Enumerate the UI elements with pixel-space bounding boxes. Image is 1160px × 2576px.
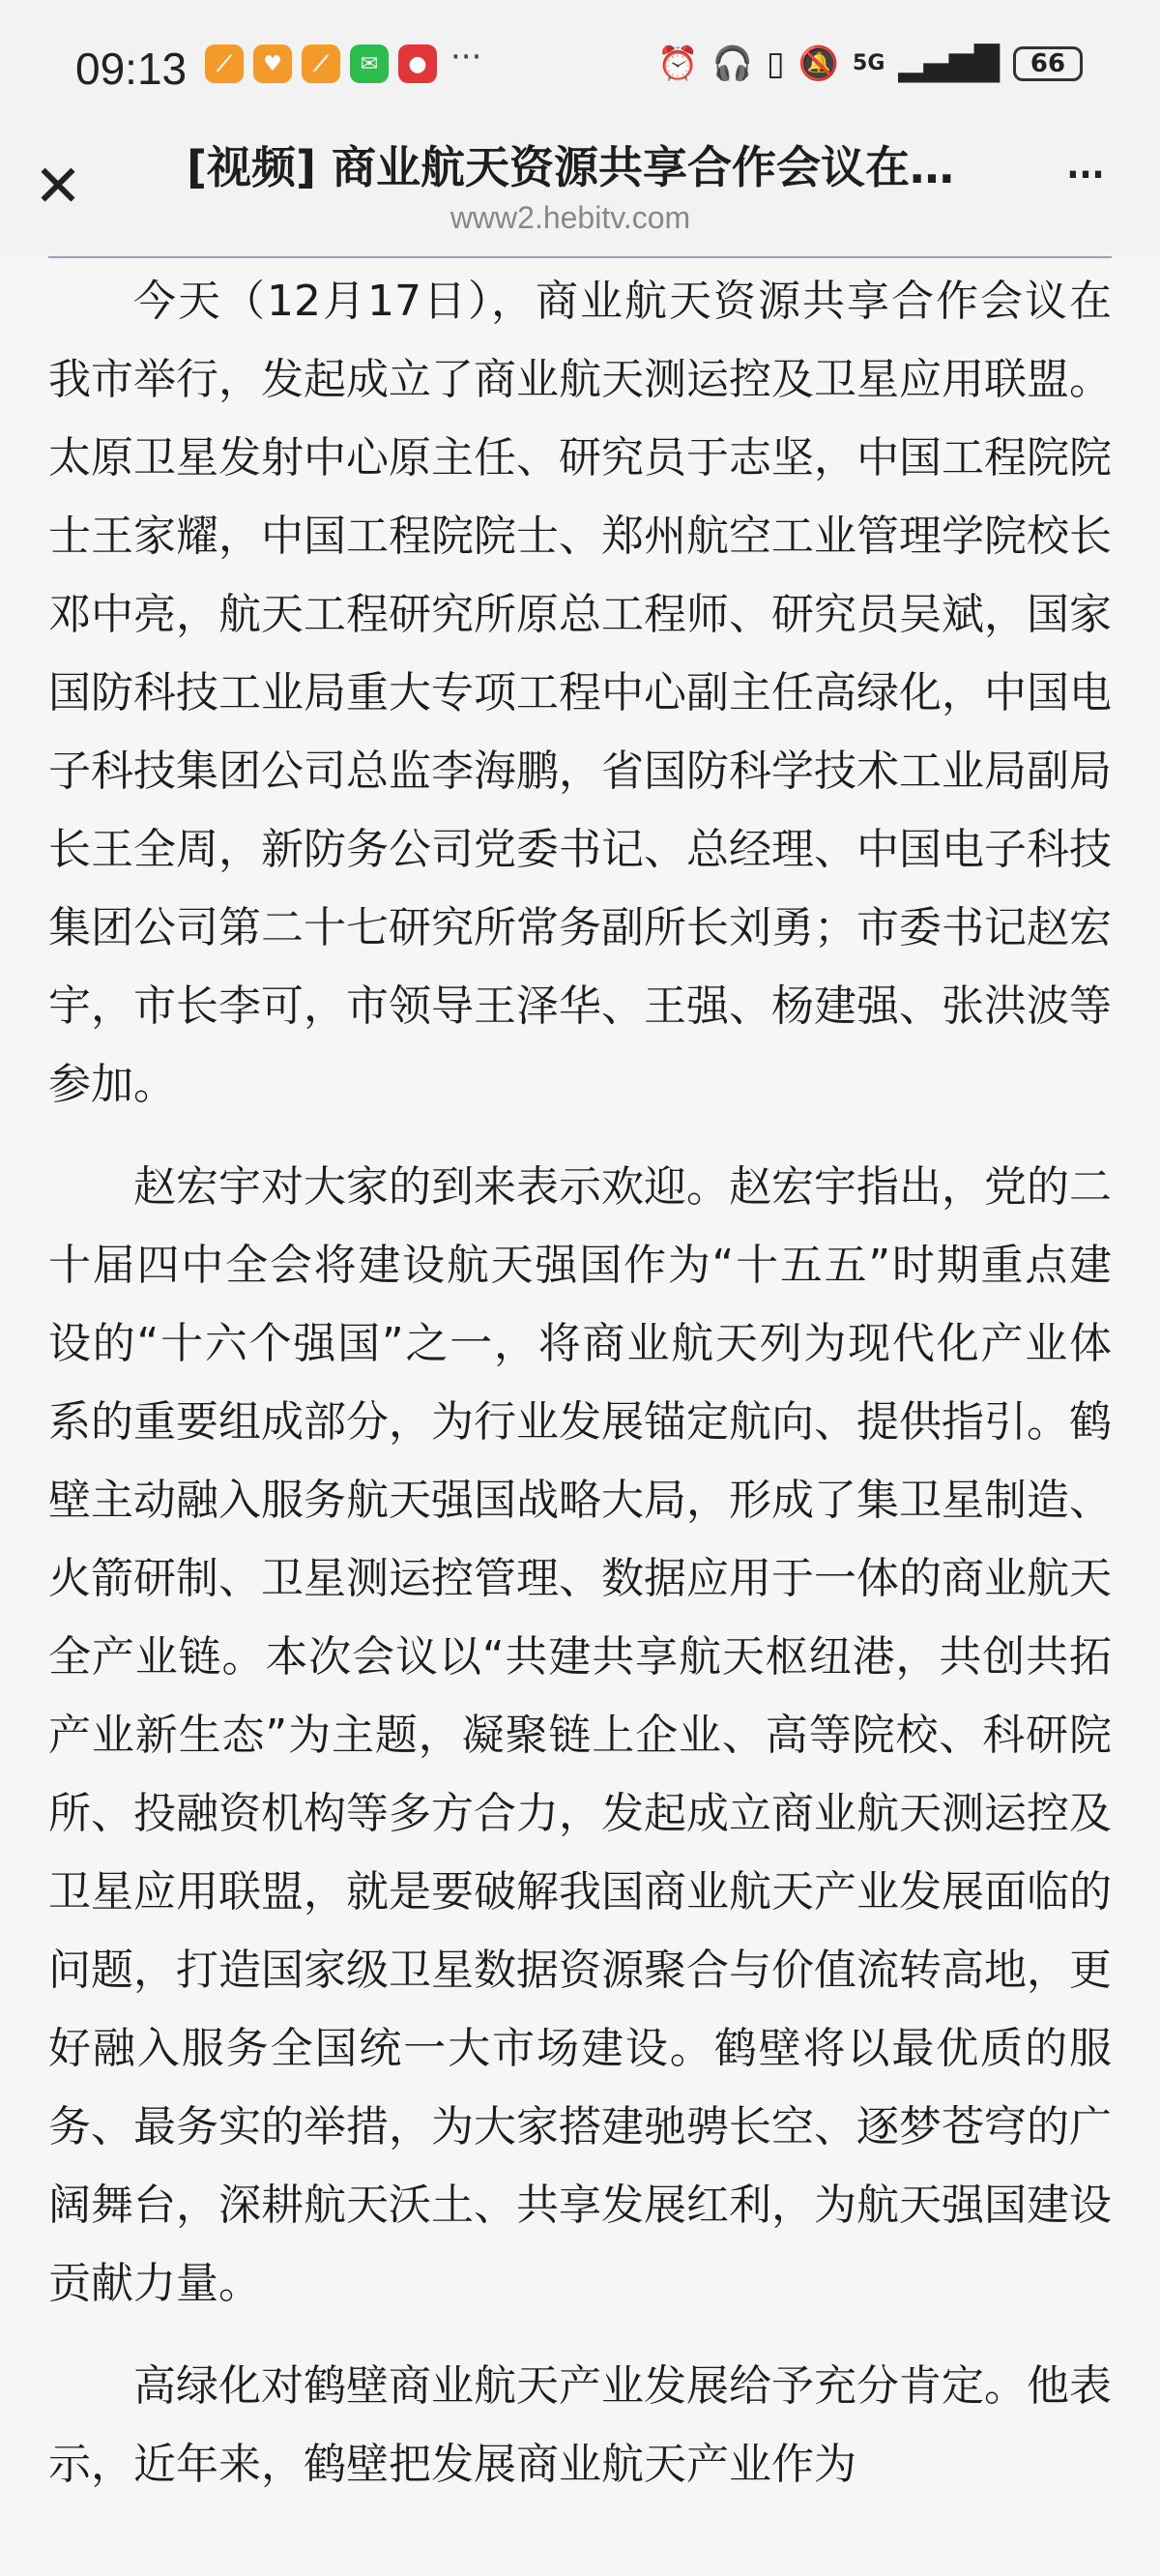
orange-app-icon: ⟋: [205, 44, 244, 83]
divider: [48, 256, 1112, 258]
signal-icon: ▂▄▆█: [898, 44, 1000, 83]
headphones-icon: 🎧: [711, 44, 753, 83]
status-time: 09:13: [75, 44, 188, 94]
page-url: www2.hebitv.com: [450, 200, 691, 235]
close-button[interactable]: [29, 153, 87, 220]
article-paragraph: 赵宏宇对大家的到来表示欢迎。赵宏宇指出，党的二十届四中全会将建设航天强国作为“十五五”时期重点建设的“十六个强国”之一，将商业航天列为现代化产业体系的重要组成部分，为行业发展锚定航向、提供指引。鹤壁主动融入服务航天强国战略大局，形成了集卫星制造、火箭研制、卫星测运控管理、数据应用于一体的商业航天全产业链。本次会议以“共建共享航天枢纽港，共创共拓产业新生态”为主题，凝聚链上企业、高等院校、科研院所、投融资机构等多方合力，发起成立商业航天测运控及卫星应用联盟，就是要破解我国商业航天产业发展面临的问题，打造国家级卫星数据资源聚合与价值流转高地，更好融入服务全国统一大市场建设。鹤壁将以最优质的服务、最务实的举措，为大家搭建驰骋长空、逐梦苍穹的广阔舞台，深耕航天沃土、共享发展红利，为航天强国建设贡献力量。: [48, 1162, 1112, 2308]
alarm-icon: ⏰: [657, 44, 699, 83]
close-icon: ✕: [33, 153, 83, 220]
article-paragraph: 今天（12月17日），商业航天资源共享合作会议在我市举行，发起成立了商业航天测运控及卫星应用联盟。太原卫星发射中心原主任、研究员于志坚，中国工程院院士王家耀，中国工程院院士、郑州航空工业管理学院校长邓中亮，航天工程研究所原总工程师、研究员吴斌，国家国防科技工业局重大专项工程中心副主任高绿化，中国电子科技集团公司总监李海鹏，省国防科学技术工业局副局长王全周，新防务公司党委书记、总经理、中国电子科技集团公司第二十七研究所常务副所长刘勇；市委书记赵宏宇，市长李可，市领导王泽华、王强、杨建强、张洪波等参加。: [48, 277, 1112, 1109]
article-content[interactable]: [0, 256, 1160, 2576]
page-title: [视频] 商业航天资源共享合作会议在…: [186, 141, 955, 193]
vibrate-icon: ▯: [766, 44, 785, 83]
battery-icon: [1013, 46, 1083, 81]
article-paragraph: 高绿化对鹤壁商业航天产业发展给予充分肯定。他表示，近年来，鹤壁把发展商业航天产业作为: [48, 2361, 1112, 2489]
system-icons: [657, 44, 1083, 83]
orange-heart-app-icon: ♥: [253, 44, 292, 83]
more-menu-button[interactable]: ···: [1063, 141, 1102, 209]
notification-app-icons: [205, 38, 482, 83]
status-bar: [0, 0, 1160, 140]
mute-icon: 🔕: [798, 44, 840, 83]
battery-level: 66: [1030, 49, 1066, 78]
red-app-icon: ●: [398, 44, 437, 83]
wechat-icon: ✉: [350, 44, 389, 83]
more-notifications-icon: ···: [450, 38, 482, 76]
network-type-label: 5G: [853, 51, 885, 75]
browser-header: [0, 140, 1160, 257]
orange-app-icon: ⟋: [302, 44, 340, 83]
